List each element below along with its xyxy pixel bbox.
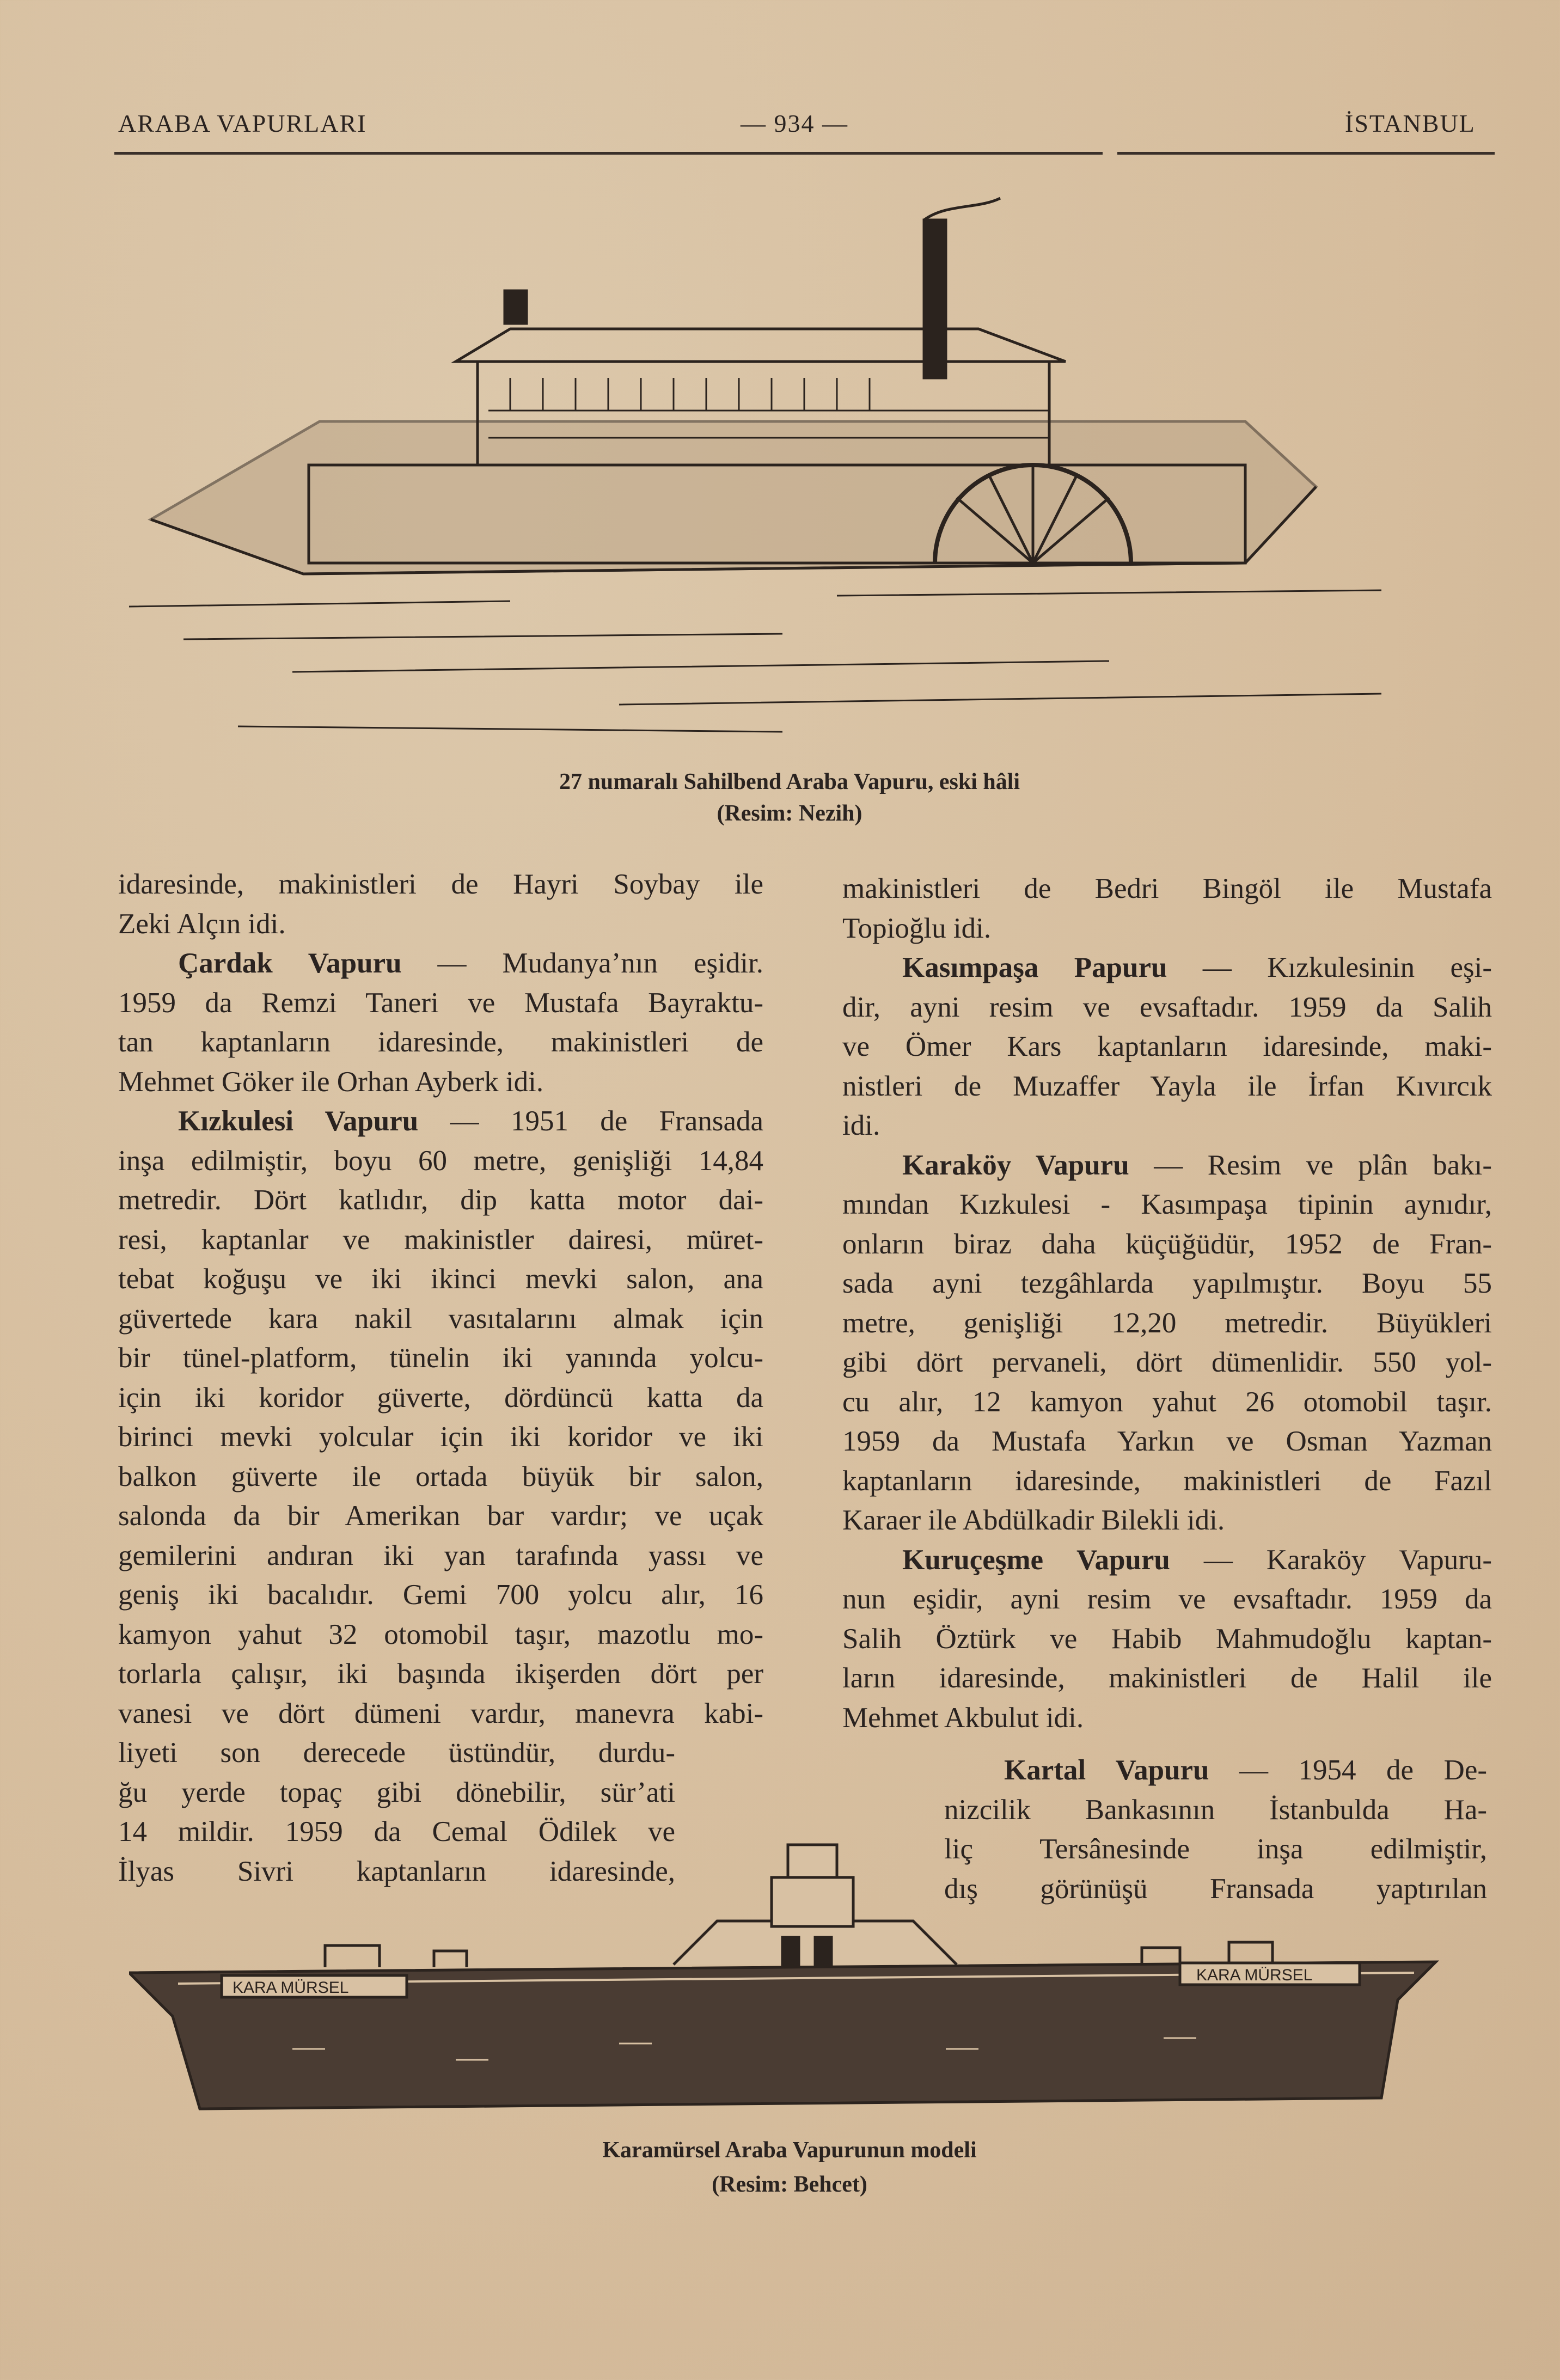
text-line [842, 869, 1492, 908]
line-text: Topioğlu idi. [842, 912, 992, 944]
line-text: torlarla çalışır, iki başında ikişerden dört per [118, 1658, 763, 1690]
text-line [118, 1615, 763, 1654]
line-text: 14 mildir. 1959 da Cemal Ödilek ve [118, 1816, 675, 1847]
text-line [842, 1501, 1492, 1540]
line-text: idaresinde, makinistleri de Hayri Soybay ile [118, 868, 763, 900]
line-text: idi. [842, 1110, 880, 1141]
text-line [118, 1694, 763, 1733]
text-line [902, 1146, 1492, 1185]
text-line [118, 1457, 763, 1496]
text-line [118, 1654, 763, 1693]
line-text: 1959 da Mustafa Yarkın ve Osman Yazman [842, 1425, 1492, 1457]
line-text: liyeti son derecede üstündür, durdu- [118, 1737, 675, 1769]
text-line [842, 1461, 1492, 1501]
text-line [842, 1106, 1492, 1145]
text-line [118, 1417, 763, 1457]
line-text: kaptanların idaresinde, makinistleri de Fazıl [842, 1465, 1492, 1497]
figure-credit-bottom: (Resim: Behcet) [712, 2172, 867, 2197]
text-line [118, 1023, 763, 1062]
text-line [118, 865, 763, 904]
line-text: resi, kaptanlar ve makinistler dairesi, müret- [118, 1223, 763, 1256]
text-line [118, 1141, 763, 1180]
entry-heading: Kuruçeşme Vapuru [902, 1544, 1170, 1576]
text-line [842, 1225, 1492, 1264]
entry-heading: Çardak Vapuru [178, 947, 402, 979]
figure-credit-top: (Resim: Nezih) [717, 801, 862, 826]
text-line [842, 1382, 1492, 1422]
line-text: sada ayni tezgâhlarda yapılmıştır. Boyu 55 [842, 1268, 1492, 1299]
page-number: — 934 — [741, 109, 848, 137]
text-line [842, 1304, 1492, 1343]
paddle-steamer-illustration [129, 182, 1458, 754]
text-line [842, 1659, 1492, 1698]
line-text: Karaer ile Abdülkadir Bilekli idi. [842, 1504, 1225, 1536]
line-text: liç Tersânesinde inşa edilmiştir, [944, 1833, 1487, 1865]
line-text: 1959 da Remzi Taneri ve Mustafa Bayraktu- [118, 987, 763, 1019]
line-text: nizcilik Bankasının İstanbulda Ha- [944, 1794, 1487, 1826]
hull-lettering-left: KARA MÜRSEL [233, 1979, 349, 1997]
line-text: — Resim ve plân bakı- [1129, 1149, 1492, 1181]
line-text: geniş iki bacalıdır. Gemi 700 yolcu alır, 16 [118, 1579, 763, 1611]
line-text: mından Kızkulesi - Kasımpaşa tipinin aynıdır, [842, 1189, 1492, 1220]
line-text: cu alır, 12 kamyon yahut 26 otomobil taşır. [842, 1386, 1492, 1418]
line-text: metre, genişliği 12,20 metredir. Büyükleri [842, 1307, 1492, 1339]
line-text: — 1954 de De- [1209, 1754, 1487, 1786]
line-text: balkon güverte ile ortada büyük bir salon, [118, 1460, 763, 1492]
figure-caption-top: 27 numaralı Sahilbend Araba Vapuru, eski hâli [559, 769, 1020, 794]
header-rule-left [114, 152, 1103, 155]
text-line [118, 1220, 763, 1259]
line-text: — Karaköy Vapuru- [1170, 1544, 1492, 1576]
line-text: Mehmet Akbulut idi. [842, 1702, 1084, 1734]
car-ferry-model-illustration [129, 1760, 1447, 2120]
text-line [118, 1575, 763, 1614]
line-text: gemilerini andıran iki yan tarafında yassı ve [118, 1539, 763, 1571]
line-text: dış görünüşü Fransada yaptırılan [944, 1873, 1487, 1905]
text-line [118, 1259, 763, 1299]
line-text: tebat koğuşu ve iki ikinci mevki salon, ana [118, 1263, 763, 1295]
text-line [118, 983, 763, 1023]
line-text: — Kızkulesinin eşi- [1167, 952, 1492, 983]
text-line [842, 909, 1492, 948]
line-text: güvertede kara nakil vasıtalarını almak için [118, 1302, 763, 1335]
hull-lettering-right: KARA MÜRSEL [1196, 1966, 1313, 1984]
line-text: birinci mevki yolcular için iki koridor ve iki [118, 1421, 763, 1453]
running-head-right: İSTANBUL [1345, 109, 1476, 137]
line-text: salonda da bir Amerikan bar vardır; ve uçak [118, 1500, 763, 1532]
line-text: ğu yerde topaç gibi dönebilir, sür’ati [118, 1776, 675, 1808]
text-line [902, 1540, 1492, 1580]
text-line [842, 1343, 1492, 1382]
text-line [118, 1180, 763, 1220]
text-line [842, 1185, 1492, 1224]
line-text: Salih Öztürk ve Habib Mahmudoğlu kaptan- [842, 1623, 1492, 1655]
text-line [118, 1299, 763, 1338]
text-line [118, 904, 763, 944]
entry-heading: Kartal Vapuru [1004, 1754, 1209, 1786]
text-line [118, 1536, 763, 1575]
line-text: ların idaresinde, makinistleri de Halil ile [842, 1662, 1492, 1694]
text-line [842, 1264, 1492, 1303]
header-rule-right [1117, 152, 1495, 155]
figure-caption-bottom: Karamürsel Araba Vapurunun modeli [602, 2138, 977, 2163]
text-line [178, 944, 763, 983]
text-line [842, 988, 1492, 1027]
text-line [902, 948, 1492, 987]
text-line [178, 1102, 763, 1141]
line-text: — Mudanya’nın eşidir. [401, 947, 763, 979]
text-line [842, 1698, 1492, 1737]
line-text: inşa edilmiştir, boyu 60 metre, genişliği 14,84 [118, 1145, 763, 1177]
text-line [842, 1067, 1492, 1106]
entry-heading: Karaköy Vapuru [902, 1149, 1129, 1181]
line-text: ve Ömer Kars kaptanların idaresinde, maki- [842, 1031, 1492, 1062]
text-line [842, 1027, 1492, 1066]
text-line [118, 1338, 763, 1378]
line-text: bir tünel-platform, tünelin iki yanında yolcu- [118, 1342, 763, 1374]
line-text: — 1951 de Fransada [418, 1105, 763, 1137]
entry-heading: Kızkulesi Vapuru [178, 1105, 419, 1137]
text-line [118, 1496, 763, 1535]
text-line [118, 1378, 763, 1417]
running-head-left: ARABA VAPURLARI [118, 109, 367, 137]
line-text: için iki koridor güverte, dördüncü katta da [118, 1381, 763, 1414]
line-text: onların biraz daha küçüğüdür, 1952 de Fran- [842, 1228, 1492, 1260]
line-text: makinistleri de Bedri Bingöl ile Mustafa [842, 873, 1492, 904]
line-text: metredir. Dört katlıdır, dip katta motor dai- [118, 1184, 763, 1216]
line-text: gibi dört pervaneli, dört dümenlidir. 550 yol- [842, 1347, 1492, 1378]
line-text: tan kaptanların idaresinde, makinistleri de [118, 1026, 763, 1058]
line-text: Zeki Alçın idi. [118, 908, 286, 940]
line-text: İlyas Sivri kaptanların idaresinde, [118, 1855, 675, 1887]
line-text: vanesi ve dört dümeni vardır, manevra kabi- [118, 1697, 763, 1729]
text-line [842, 1580, 1492, 1619]
line-text: Mehmet Göker ile Orhan Ayberk idi. [118, 1066, 544, 1098]
text-line [118, 1062, 763, 1102]
text-line [842, 1422, 1492, 1461]
text-line [842, 1619, 1492, 1659]
line-text: dir, ayni resim ve evsaftadır. 1959 da Salih [842, 991, 1492, 1023]
line-text: nun eşidir, ayni resim ve evsaftadır. 1959 da [842, 1583, 1492, 1615]
line-text: nistleri de Muzaffer Yayla ile İrfan Kıvırcık [842, 1070, 1492, 1102]
entry-heading: Kasımpaşa Papuru [902, 952, 1167, 983]
line-text: kamyon yahut 32 otomobil taşır, mazotlu mo- [118, 1618, 763, 1650]
